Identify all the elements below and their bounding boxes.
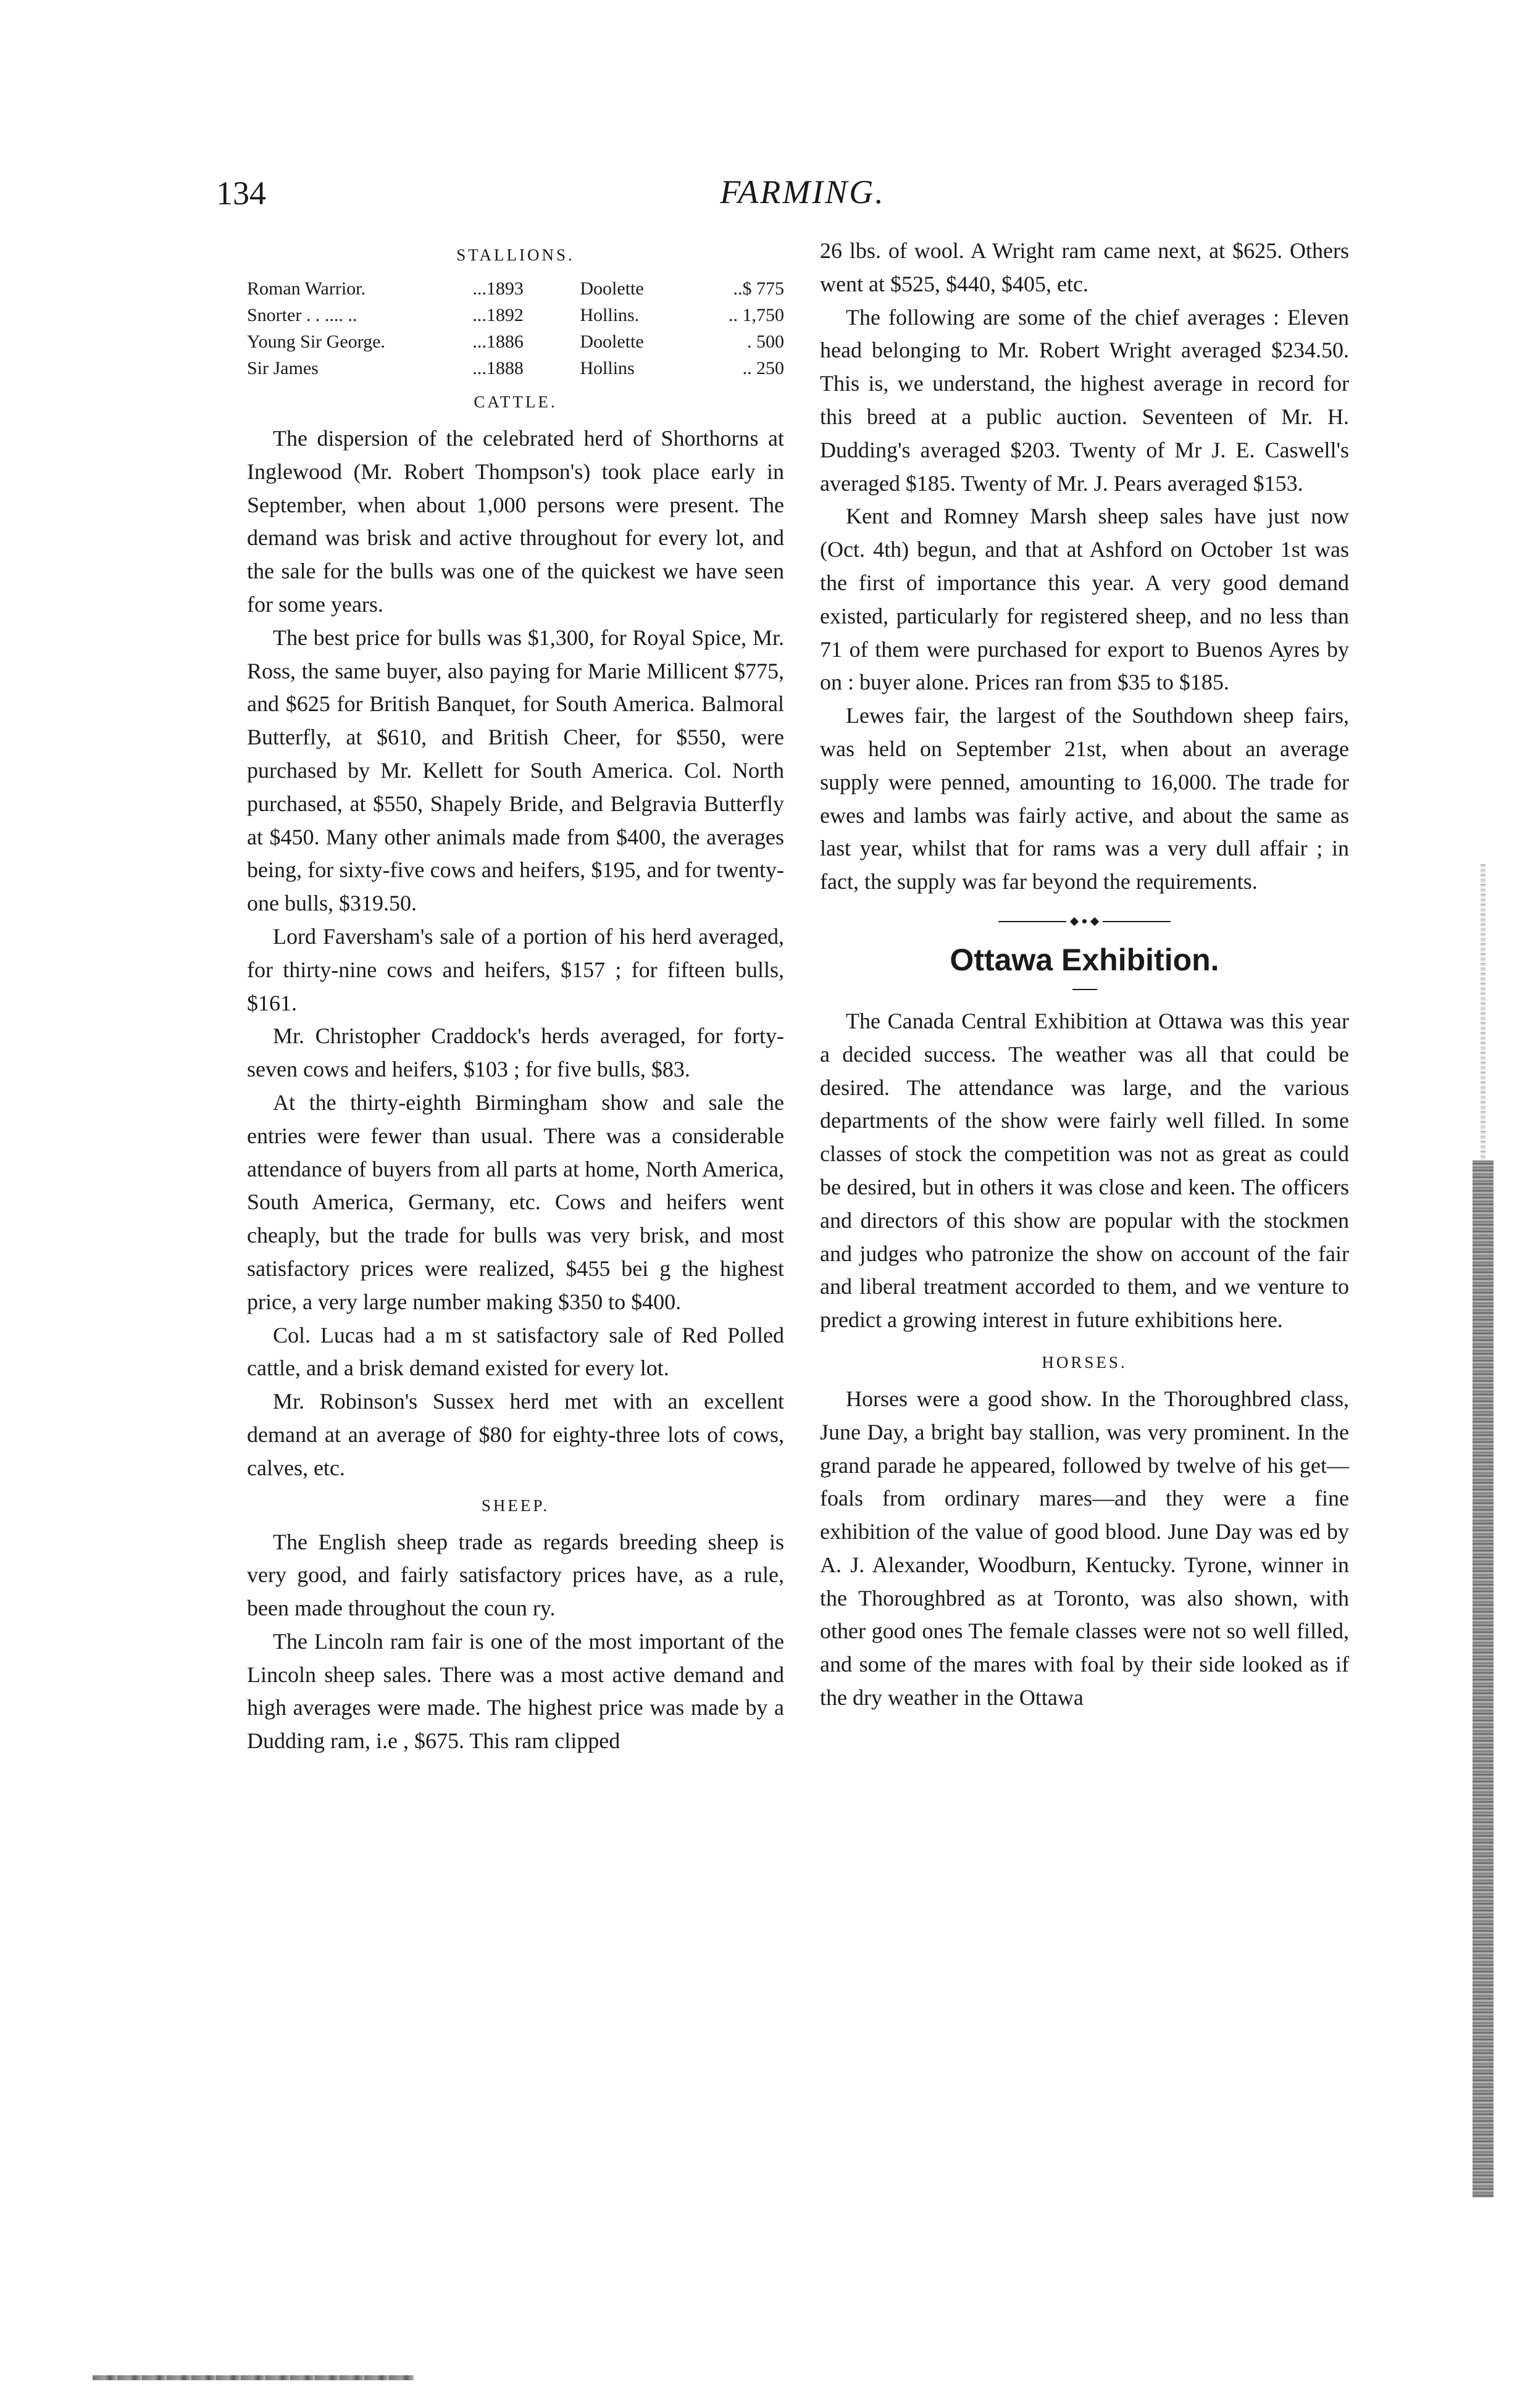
- sheep-paragraph: The English sheep trade as regards breeding sheep is very good, and fairly satisfactory prices have, as a rule, been made throughout the coun ry.: [247, 1529, 784, 1621]
- cattle-heading: CATTLE.: [474, 393, 558, 411]
- stallion-buyer: Hollins: [580, 358, 635, 378]
- table-row: [247, 275, 784, 302]
- sheep-heading: SHEEP.: [481, 1496, 550, 1515]
- stallion-name: Sir James: [247, 358, 319, 378]
- stallion-price: ..$ 775: [733, 278, 784, 299]
- sheep-paragraph: Kent and Romney Marsh sheep sales have just now (Oct. 4th) begun, and that at Ashford on October 1st was the first of importance this year. A very good demand existed, particularly for registered sheep, and no less than 71 of them were purchased for export to Buenos Ayres by on : buyer alone. Prices ran from $35 to $185.: [820, 504, 1349, 695]
- divider-line: [1103, 921, 1171, 922]
- sheep-paragraph: Lewes fair, the largest of the Southdown sheep fairs, was held on September 21st, when about an average supply were penned, amounting to 16,000. The trade for ewes and lambs was fairly active, and about the same as last year, whilst that for rams was a very dull affair ; in fact, the supply was far beyond the requirements.: [820, 703, 1349, 894]
- right-column: [820, 235, 1349, 1715]
- scan-edge-artifact: [1473, 1160, 1494, 2198]
- exhibition-paragraph: The Canada Central Exhibition at Ottawa was this year a decided success. The weather was all that could be desired. The attendance was large, and the various departments of the show were fairly well filled. In some classes of stock the competition was not as great as could be desired, but in others it was close and keen. The officers and directors of this show are popular with the stockmen and judges who patronize the show on account of the fair and liberal treatment accorded to them, and we venture to predict a growing interest in future exhibitions here.: [820, 1008, 1349, 1333]
- stallions-heading: STALLIONS.: [456, 246, 575, 264]
- cattle-paragraph: Mr. Robinson's Sussex herd met with an excellent demand at an average of $80 for eighty-three lots of cows, calves, etc.: [247, 1389, 784, 1480]
- horses-paragraph: Horses were a good show. In the Thoroughbred class, June Day, a bright bay stallion, was very prominent. In the grand parade he appeared, followed by twelve of his get—foals from ordinary mares—and they were a fine exhibition of the value of good blood. June Day was ed by A. J. Alexander, Woodburn, Kentucky. Tyrone, winner in the Thoroughbred as at Toronto, was also shown, with other good ones The female classes were not so well filled, and some of the mares with foal by their side looked as if the dry weather in the Ottawa: [820, 1386, 1349, 1710]
- cattle-paragraph: At the thirty-eighth Birmingham show and sale the entries were fewer than usual. There was a considerable attendance of buyers from all parts at home, North America, South America, Germany, etc. Cows and heifers went cheaply, but the trade for bulls was very brisk, and most satisfactory prices were realized, $455 bei g the highest price, a very large number making $350 to $400.: [247, 1089, 784, 1314]
- stallion-buyer: Hollins.: [580, 305, 640, 325]
- cattle-paragraph: Col. Lucas had a m st satisfactory sale of Red Polled cattle, and a brisk demand existed for every lot.: [247, 1322, 784, 1381]
- title-divider: [1072, 989, 1097, 990]
- cattle-paragraph: The dispersion of the celebrated herd of Shorthorns at Inglewood (Mr. Robert Thompson's) took place early in September, when about 1,000 persons were present. The demand was brisk and active throughout for every lot, and the sale for the bulls was one of the quickest we have seen for some years.: [247, 426, 784, 617]
- table-row: [247, 355, 784, 381]
- stallion-year: ...1893: [472, 278, 524, 299]
- stallion-year: ...1888: [472, 358, 524, 378]
- divider-diamond: [1090, 917, 1099, 926]
- scan-edge-artifact: [93, 2375, 414, 2380]
- stallion-name: Roman Warrior.: [247, 278, 366, 299]
- sheep-paragraph: The Lincoln ram fair is one of the most important of the Lincoln sheep sales. There was a most active demand and high averages were made. The highest price was made by a Dudding ram, i.e , $675. This ram clipped: [247, 1628, 784, 1754]
- sheep-continued-paragraph: 26 lbs. of wool. A Wright ram came next, at $625. Others went at $525, $440, $405, etc.: [820, 238, 1349, 296]
- cattle-paragraph: Mr. Christopher Craddock's herds averaged, for forty-seven cows and heifers, $103 ; for five bulls, $83.: [247, 1023, 784, 1082]
- page-number: 134: [216, 175, 266, 212]
- left-column: [247, 235, 784, 1758]
- stallion-buyer: Doolette: [580, 331, 644, 352]
- ornamental-divider: [820, 919, 1349, 925]
- divider-dot: [1082, 919, 1087, 923]
- cattle-paragraph: Lord Faversham's sale of a portion of his herd averaged, for thirty-nine cows and heifers, $157 ; for fifteen bulls, $161.: [247, 923, 784, 1015]
- stallion-price: . 500: [747, 331, 784, 352]
- running-head: FARMING.: [720, 173, 885, 210]
- divider-diamond: [1070, 917, 1079, 926]
- scan-edge-artifact: [1481, 864, 1485, 1160]
- article-title: Ottawa Exhibition.: [950, 942, 1219, 977]
- divider-line: [998, 921, 1066, 922]
- table-row: [247, 302, 784, 328]
- stallion-name: Snorter . . .... ..: [247, 305, 357, 325]
- stallion-year: ...1892: [472, 305, 524, 325]
- sheep-paragraph: The following are some of the chief averages : Eleven head belonging to Mr. Robert Wright averaged $234.50. This is, we understand, the highest average in record for this breed at a public auction. Seventeen of Mr. H. Dudding's averaged $203. Twenty of Mr J. E. Caswell's averaged $185. Twenty of Mr. J. Pears averaged $153.: [820, 304, 1349, 496]
- stallion-buyer: Doolette: [580, 278, 644, 299]
- stallion-year: ...1886: [472, 331, 524, 352]
- stallion-name: Young Sir George.: [247, 331, 385, 352]
- table-row: [247, 328, 784, 355]
- stallion-price: .. 1,750: [729, 305, 784, 325]
- stallion-price: .. 250: [742, 358, 784, 378]
- horses-heading: HORSES.: [1042, 1352, 1127, 1372]
- stallions-table: [247, 275, 784, 381]
- cattle-paragraph: The best price for bulls was $1,300, for Royal Spice, Mr. Ross, the same buyer, also paying for Marie Millicent $775, and $625 for British Banquet, for South America. Balmoral Butterfly, at $610, and British Cheer, for $550, were purchased by Mr. Kellett for South America. Col. North purchased, at $550, Shapely Bride, and Belgravia Butterfly at $450. Many other animals made from $400, the averages being, for sixty-five cows and heifers, $195, and for twenty-one bulls, $319.50.: [247, 625, 784, 916]
